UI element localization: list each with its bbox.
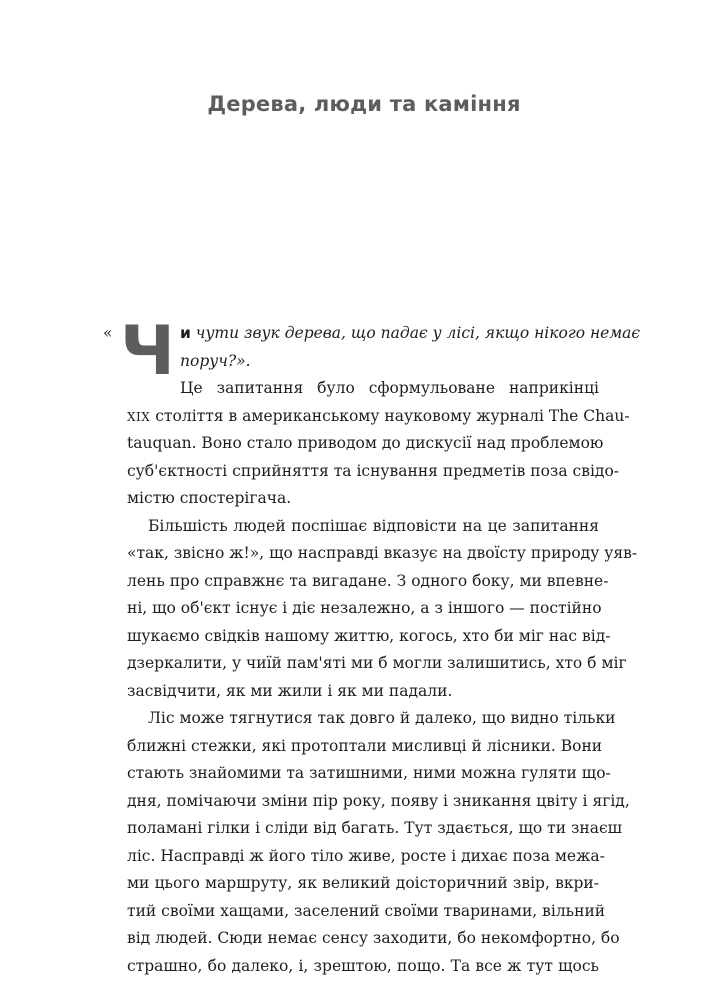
paragraph-3-line: дня, помічаючи зміни пір року, появу і зникання цвіту і ягід, bbox=[127, 791, 630, 810]
paragraph-1-line: tauquan. Воно стало приводом до дискусії над проблемою bbox=[127, 434, 604, 452]
paragraph-3-line: страшно, бо далеко, і, зрештою, пощо. Та все ж тут щось bbox=[127, 956, 599, 975]
paragraph-3-line: Ліс може тягнутися так довго й далеко, що видно тільки bbox=[148, 709, 616, 727]
paragraph-3-line: тий своїми хащами, заселений своїми тваринами, вільний bbox=[127, 901, 606, 920]
paragraph-1-line: Це запитання було сформульоване наприкінці bbox=[180, 379, 599, 397]
quote-text: чути звук дерева, що падає у лісі, якщо нікого немає bbox=[190, 324, 641, 342]
paragraph-1-line: містю спостерігача. bbox=[127, 489, 292, 507]
paragraph-3-line: ми цього маршруту, як великий доісторичний звір, вкри- bbox=[127, 874, 599, 892]
drop-cap-continuation: и bbox=[180, 324, 191, 342]
drop-cap: Ч bbox=[120, 312, 175, 391]
paragraph-1-line: суб'єктності сприйняття та існування предметів поза свідо- bbox=[127, 461, 620, 480]
roman-century: XIX bbox=[127, 409, 151, 424]
chapter-title: Дерева, люди та каміння bbox=[207, 92, 521, 116]
paragraph-2-line: ні, що об'єкт існує і діє незалежно, а з іншого — постійно bbox=[127, 599, 602, 617]
paragraph-2-line: шукаємо свідків нашому життю, когось, хто би міг нас від- bbox=[127, 626, 611, 645]
paragraph-2-line: Більшість людей поспішає відповісти на це запитання bbox=[148, 516, 599, 535]
paragraph-1-line bbox=[180, 320, 641, 348]
paragraph-1-line: поруч?». bbox=[180, 351, 251, 370]
paragraph-3-line: стають знайомими та затишними, ними можна гуляти що- bbox=[127, 764, 611, 782]
paragraph-2-line: «так, звісно ж!», що насправді вказує на двоїсту природу уяв- bbox=[127, 544, 638, 562]
paragraph-3-line: ліс. Насправді ж його тіло живе, росте і дихає поза межа- bbox=[127, 846, 605, 865]
paragraph-2-line: дзеркалити, у чиїй пам'яті ми б могли залишитись, хто б міг bbox=[127, 654, 627, 672]
paragraph-3-line: поламані гілки і сліди від багать. Тут здається, що ти знаєш bbox=[127, 819, 623, 837]
paragraph-3-line: від людей. Сюди немає сенсу заходити, бо некомфортно, бо bbox=[127, 929, 620, 947]
paragraph-3-line: ближні стежки, які протоптали мисливці й лісники. Вони bbox=[127, 736, 603, 755]
line-text: століття в американському науковому журналі The Chau- bbox=[150, 406, 630, 425]
paragraph-2-line: лень про справжнє та вигадане. З одного боку, ми впевне- bbox=[127, 571, 609, 590]
opening-quote-mark: « bbox=[103, 324, 113, 342]
paragraph-1-line bbox=[127, 403, 630, 431]
paragraph-2-line: засвідчити, як ми жили і як ми падали. bbox=[127, 681, 453, 700]
body-text bbox=[103, 312, 641, 980]
